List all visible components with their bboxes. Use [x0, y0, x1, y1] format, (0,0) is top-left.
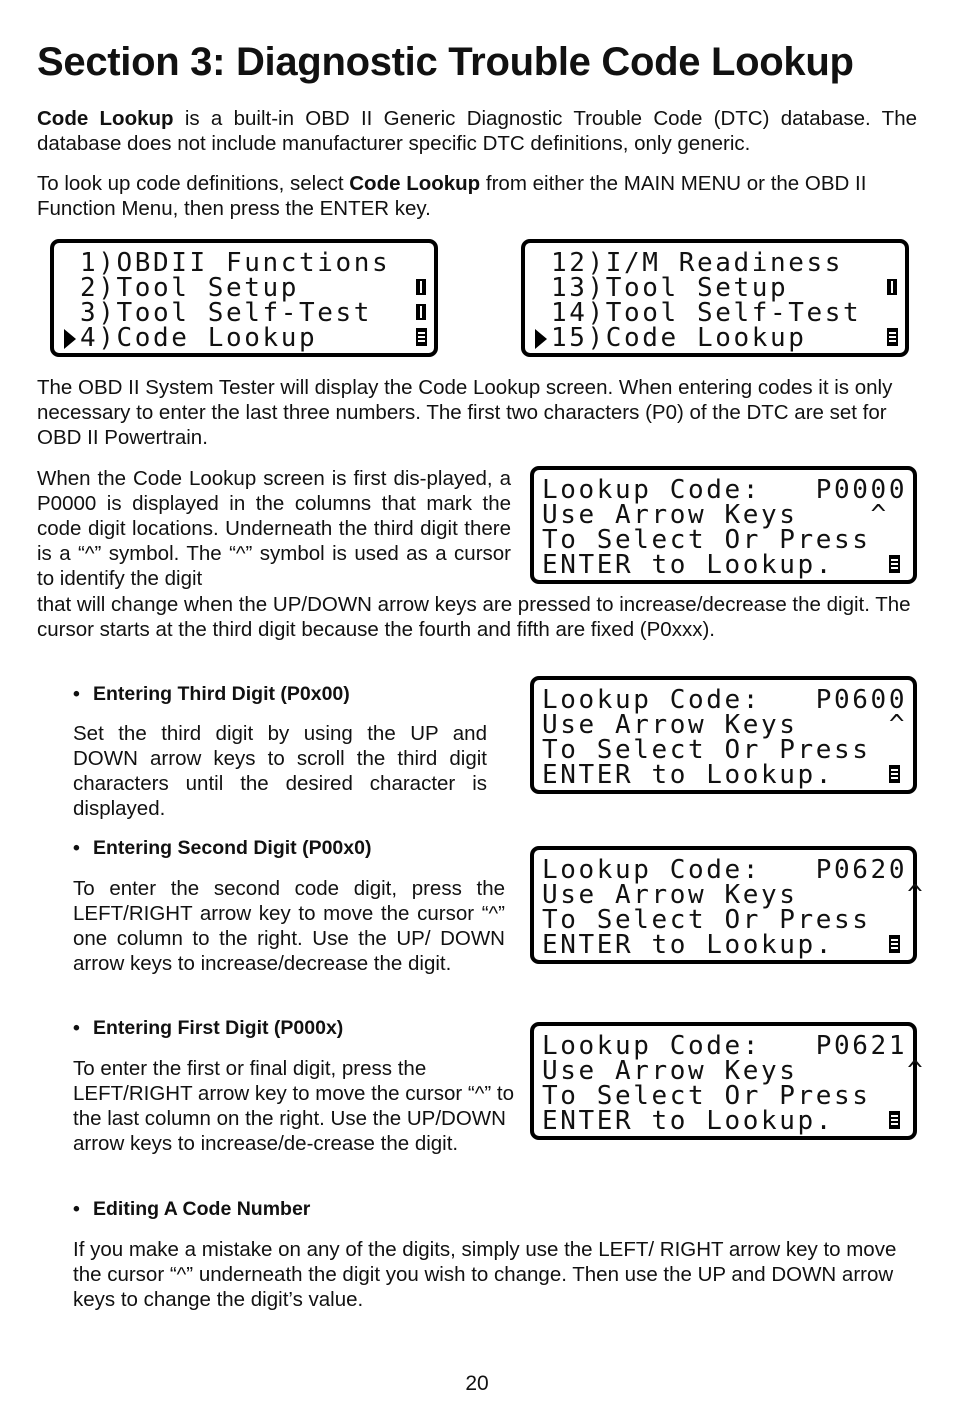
body-second-digit: To enter the second code digit, press the LEFT/RIGHT arrow key to move the cursor “^” one column to the right. Use the UP/ DOWN arrow keys to increase/decrease the digit.	[73, 877, 505, 975]
lcd-obd-function-menu	[521, 239, 909, 357]
menu-item-code-lookup: 4)Code Lookup	[80, 323, 318, 353]
lcd-line-2: Use Arrow Keys ^	[542, 710, 908, 740]
scroll-indicator-icon	[889, 935, 900, 953]
lcd-line-1: Lookup Code: P0620	[542, 855, 908, 885]
paragraph-lookup-screen-wrap: When the Code Lookup screen is first dis-played, a P0000 is displayed in the columns that mark the code digit locations. Underneath the third digit there is a “^” symbol. The “^” symbol is used as a cursor to identify the digit	[37, 467, 511, 590]
heading-text: Entering Second Digit (P00x0)	[93, 837, 372, 859]
scroll-indicator-icon	[889, 1111, 900, 1129]
intro-paragraph-2	[37, 171, 917, 221]
intro-2-pre: To look up code definitions, select	[37, 172, 350, 195]
lcd-line-1: Lookup Code: P0000	[542, 475, 908, 505]
scroll-indicator-icon	[416, 304, 426, 320]
menu-item-tool-self-test: 3)Tool Self-Test	[80, 298, 373, 328]
heading-text: Entering Third Digit (P0x00)	[93, 683, 350, 705]
lcd-lookup-p0000	[530, 466, 917, 584]
menu-item-tool-setup: 2)Tool Setup	[80, 273, 300, 303]
body-first-digit: To enter the first or final digit, press the LEFT/RIGHT arrow key to move the cursor “^” to the last column on the right. Use the UP/DOWN arrow keys to increase/de-crease the digit.	[73, 1057, 514, 1155]
lcd-line-3: To Select Or Press	[542, 905, 871, 935]
lcd-line-3: To Select Or Press	[542, 735, 871, 765]
lcd-line-2: Use Arrow Keys ^	[542, 1056, 926, 1086]
menu-item-im-readiness: 12)I/M Readiness	[551, 248, 844, 278]
heading-first-digit: • Entering First Digit (P000x)	[73, 1017, 344, 1039]
lcd-lookup-p0620	[530, 846, 926, 964]
lcd-line-2: Use Arrow Keys ^	[542, 500, 889, 530]
lcd-line-3: To Select Or Press	[542, 525, 871, 555]
paragraph-system-tester: The OBD II System Tester will display the Code Lookup screen. When entering codes it is only necessary to enter the last three numbers. The first two characters (P0) of the DTC are set for OBD II Powertrain.	[37, 376, 893, 449]
lcd-line-1: Lookup Code: P0600	[542, 685, 908, 715]
lcd-line-4: ENTER to Lookup.	[542, 760, 835, 790]
lcd-lookup-p0621	[530, 1022, 926, 1140]
scroll-indicator-icon	[887, 328, 898, 346]
heading-text: Editing A Code Number	[93, 1198, 311, 1220]
selection-arrow-icon	[535, 329, 547, 349]
scroll-indicator-icon	[889, 765, 900, 783]
menu-item-code-lookup: 15)Code Lookup	[551, 323, 807, 353]
lcd-line-4: ENTER to Lookup.	[542, 930, 835, 960]
body-third-digit: Set the third digit by using the UP and DOWN arrow keys to scroll the third digit characters until the desired character is displayed.	[73, 722, 487, 820]
menu-item-tool-setup: 13)Tool Setup	[551, 273, 789, 303]
heading-editing-code: • Editing A Code Number	[73, 1198, 311, 1220]
lcd-lookup-p0600	[530, 676, 917, 794]
scroll-indicator-icon	[887, 279, 897, 295]
term-code-lookup-2: Code Lookup	[349, 172, 481, 195]
heading-second-digit: • Entering Second Digit (P00x0)	[73, 837, 372, 859]
menu-item-obdii-functions: 1)OBDII Functions	[80, 248, 391, 278]
term-code-lookup: Code Lookup	[37, 107, 174, 130]
page-number: 20	[465, 1372, 489, 1395]
heading-text: Entering First Digit (P000x)	[93, 1017, 344, 1039]
menu-item-tool-self-test: 14)Tool Self-Test	[551, 298, 862, 328]
intro-2-post: from either the MAIN MENU or the OBD II Function Menu, then press the ENTER key.	[37, 172, 867, 220]
scroll-indicator-icon	[889, 555, 900, 573]
intro-1-text: is a built-in OBD II Generic Diagnostic Trouble Code (DTC) database. The database does not include manufacturer specific DTC definitions, only generic.	[37, 107, 917, 155]
lcd-line-1: Lookup Code: P0621	[542, 1031, 908, 1061]
body-editing-code: If you make a mistake on any of the digits, simply use the LEFT/ RIGHT arrow key to move the cursor “^” underneath the digit you wish to change. Then use the UP and DOWN arrow keys to change the digit’s value.	[73, 1238, 897, 1311]
intro-paragraph-1	[37, 106, 917, 156]
selection-arrow-icon	[64, 329, 76, 349]
scroll-indicator-icon	[416, 328, 427, 346]
scroll-indicator-icon	[416, 279, 426, 295]
page-title: Section 3: Diagnostic Trouble Code Lookup	[37, 40, 854, 84]
lcd-main-menu	[50, 239, 438, 357]
lcd-line-4: ENTER to Lookup.	[542, 550, 835, 580]
paragraph-lookup-screen-continued: that will change when the UP/DOWN arrow keys are pressed to increase/decrease the digit. The cursor starts at the third digit because the fourth and fifth are fixed (P0xxx).	[37, 593, 911, 641]
lcd-line-3: To Select Or Press	[542, 1081, 871, 1111]
lcd-line-2: Use Arrow Keys ^	[542, 880, 926, 910]
heading-third-digit: • Entering Third Digit (P0x00)	[73, 683, 350, 705]
lcd-line-4: ENTER to Lookup.	[542, 1106, 835, 1136]
